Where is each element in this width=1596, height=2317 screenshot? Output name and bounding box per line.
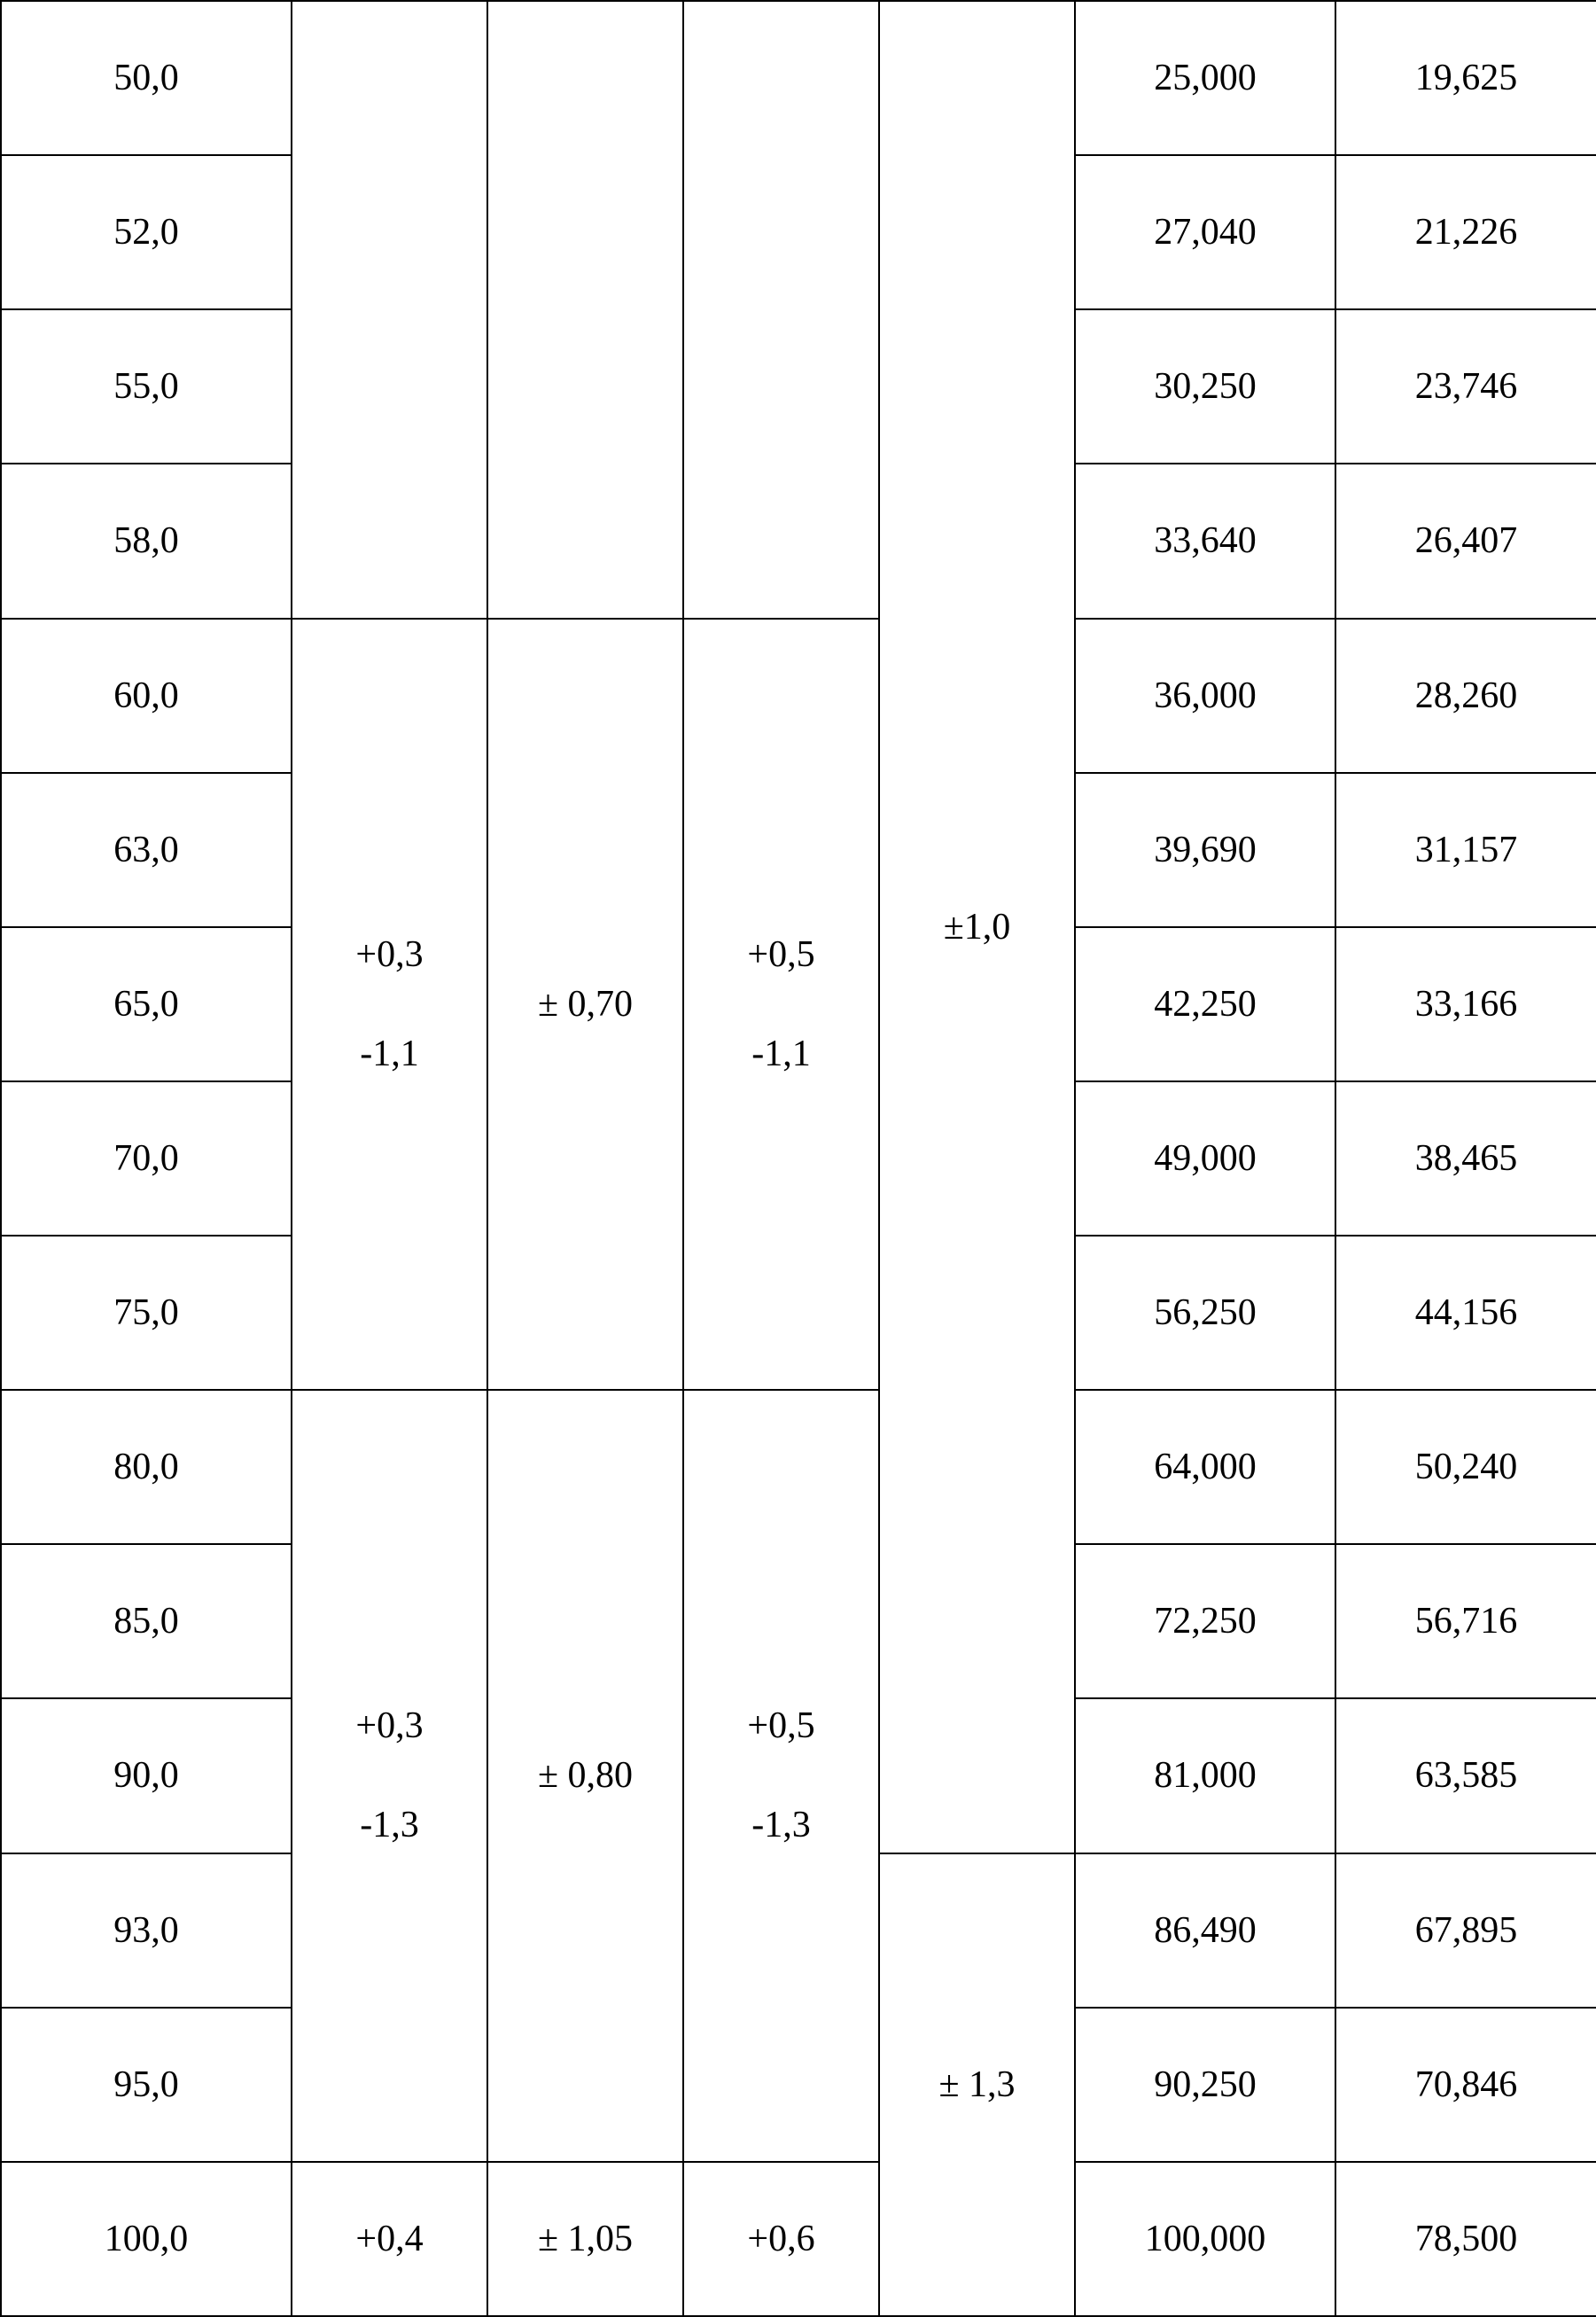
col4-tolerance-group-4: +0,6 [683,2162,879,2316]
diameter-cell: 63,0 [1,773,292,927]
mass-cell: 78,500 [1335,2162,1596,2316]
col2-empty-group-1 [292,1,487,619]
upper-deviation: +0,5 [747,933,815,975]
diameter-cell: 85,0 [1,1544,292,1698]
mass-cell: 23,746 [1335,309,1596,464]
mass-cell: 19,625 [1335,1,1596,155]
area-cell: 42,250 [1075,927,1335,1081]
diameter-cell: 75,0 [1,1236,292,1390]
area-cell: 86,490 [1075,1853,1335,2008]
diameter-cell: 93,0 [1,1853,292,2008]
table-row [1,2162,1596,2316]
col3-tolerance-group-2: ± 0,70 [487,619,683,1391]
col4-empty-group-1 [683,1,879,619]
mass-cell: 28,260 [1335,619,1596,773]
diameter-cell: 58,0 [1,464,292,618]
area-cell: 39,690 [1075,773,1335,927]
table-row [1,1,1596,155]
area-cell: 49,000 [1075,1081,1335,1236]
col2-tolerance-group-4: +0,4 [292,2162,487,2316]
mass-cell: 26,407 [1335,464,1596,618]
diameter-cell: 70,0 [1,1081,292,1236]
area-cell: 81,000 [1075,1698,1335,1853]
col3-tolerance-group-4: ± 1,05 [487,2162,683,2316]
col3-empty-group-1 [487,1,683,619]
mass-cell: 67,895 [1335,1853,1596,2008]
area-cell: 25,000 [1075,1,1335,155]
diameter-cell: 55,0 [1,309,292,464]
mass-cell: 21,226 [1335,155,1596,309]
diameter-cell: 50,0 [1,1,292,155]
diameter-cell: 80,0 [1,1390,292,1544]
lower-deviation: -1,1 [360,1033,419,1074]
mass-cell: 56,716 [1335,1544,1596,1698]
area-cell: 36,000 [1075,619,1335,773]
col4-tolerance-group-3 [683,1390,879,2162]
diameter-cell: 90,0 [1,1698,292,1853]
diameter-cell: 95,0 [1,2008,292,2162]
col3-tolerance-group-3: ± 0,80 [487,1390,683,2162]
upper-deviation: +0,5 [747,1705,815,1747]
table-row [1,619,1596,773]
diameter-cell: 52,0 [1,155,292,309]
area-cell: 56,250 [1075,1236,1335,1390]
area-cell: 72,250 [1075,1544,1335,1698]
area-cell: 33,640 [1075,464,1335,618]
upper-deviation: +0,3 [355,933,424,975]
lower-deviation: -1,3 [360,1805,419,1846]
diameter-cell: 100,0 [1,2162,292,2316]
area-cell: 100,000 [1075,2162,1335,2316]
mass-cell: 63,585 [1335,1698,1596,1853]
area-cell: 30,250 [1075,309,1335,464]
col2-tolerance-group-3 [292,1390,487,2162]
mass-cell: 70,846 [1335,2008,1596,2162]
mass-cell: 33,166 [1335,927,1596,1081]
area-cell: 90,250 [1075,2008,1335,2162]
mass-cell: 44,156 [1335,1236,1596,1390]
col4-tolerance-group-2 [683,619,879,1391]
mass-cell: 31,157 [1335,773,1596,927]
col5-tolerance-upper: ±1,0 [879,1,1075,1853]
upper-deviation: +0,3 [355,1705,424,1747]
lower-deviation: -1,1 [751,1033,811,1074]
area-cell: 64,000 [1075,1390,1335,1544]
col2-tolerance-group-2 [292,619,487,1391]
mass-cell: 50,240 [1335,1390,1596,1544]
col5-tolerance-lower: ± 1,3 [879,1853,1075,2317]
diameter-cell: 65,0 [1,927,292,1081]
table-row [1,1390,1596,1544]
lower-deviation: -1,3 [751,1805,811,1846]
mass-cell: 38,465 [1335,1081,1596,1236]
area-cell: 27,040 [1075,155,1335,309]
diameter-cell: 60,0 [1,619,292,773]
